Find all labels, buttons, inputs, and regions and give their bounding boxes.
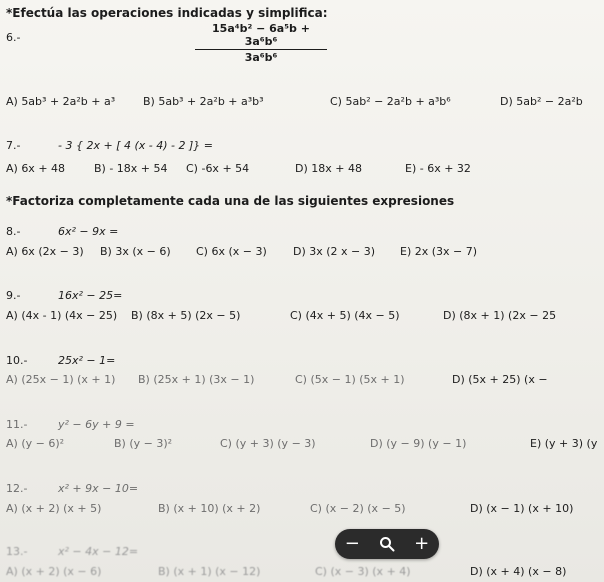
question-number: 11.- xyxy=(6,418,28,431)
question-expression: 25x² − 1= xyxy=(58,354,116,367)
answer-option: D) (x + 4) (x − 8) xyxy=(470,565,567,578)
question-expression: 16x² − 25= xyxy=(58,289,123,302)
zoom-out-button[interactable]: − xyxy=(344,533,360,554)
fraction-denominator: 3a⁶b⁶ xyxy=(244,51,278,64)
fraction-expression xyxy=(195,22,327,64)
section-heading-operations: *Efectúa las operaciones indicadas y simplifica: xyxy=(6,6,328,20)
zoom-toolbar xyxy=(335,529,439,559)
answer-option: B) 3x (x − 6) xyxy=(100,245,171,258)
answer-option: D) 18x + 48 xyxy=(295,162,362,175)
answer-option: A) (25x − 1) (x + 1) xyxy=(6,373,116,386)
answer-option: C) (4x + 5) (4x − 5) xyxy=(290,309,400,322)
answer-option: A) (x + 2) (x − 6) xyxy=(6,565,102,578)
answer-option: D) (5x + 25) (x − xyxy=(452,373,548,386)
fraction-numerator: 15a⁴b² − 6a⁵b + 3a⁶b⁶ xyxy=(212,22,310,48)
answer-option: A) (4x - 1) (4x − 25) xyxy=(6,309,118,322)
answer-option: C) (y + 3) (y − 3) xyxy=(220,437,316,450)
question-number: 6.- xyxy=(6,31,21,44)
answer-option: D) (8x + 1) (2x − 25 xyxy=(443,309,557,322)
answer-option: B) (x + 10) (x + 2) xyxy=(158,502,261,515)
question-expression: 6x² − 9x = xyxy=(58,225,119,238)
answer-option: C) (5x − 1) (5x + 1) xyxy=(295,373,405,386)
answer-option: D) (y − 9) (y − 1) xyxy=(370,437,467,450)
answer-option: B) (y − 3)² xyxy=(114,437,173,450)
answer-option: E) (y + 3) (y xyxy=(530,437,598,450)
answer-option: B) - 18x + 54 xyxy=(94,162,168,175)
question-expression: y² − 6y + 9 = xyxy=(58,418,135,431)
answer-option: A) (x + 2) (x + 5) xyxy=(6,502,102,515)
answer-option: A) 6x (2x − 3) xyxy=(6,245,84,258)
question-number: 12.- xyxy=(6,482,28,495)
question-number: 7.- xyxy=(6,139,21,152)
answer-option: B) (25x + 1) (3x − 1) xyxy=(138,373,255,386)
search-icon xyxy=(379,536,395,552)
answer-option: C) (x − 3) (x + 4) xyxy=(315,565,411,578)
answer-option: D) (x − 1) (x + 10) xyxy=(470,502,574,515)
search-button[interactable] xyxy=(374,531,400,557)
answer-option: C) -6x + 54 xyxy=(186,162,250,175)
answer-option: A) (y − 6)² xyxy=(6,437,65,450)
question-number: 8.- xyxy=(6,225,21,238)
answer-option: B) (8x + 5) (2x − 5) xyxy=(131,309,241,322)
answer-option: C) (x − 2) (x − 5) xyxy=(310,502,406,515)
answer-option: B) (x + 1) (x − 12) xyxy=(158,565,261,578)
answer-option: B) 5ab³ + 2a²b + a³b³ xyxy=(143,95,264,108)
question-expression: - 3 { 2x + [ 4 (x - 4) - 2 ]} = xyxy=(58,139,213,152)
question-expression: x² − 4x − 12= xyxy=(58,545,139,558)
answer-option: A) 6x + 48 xyxy=(6,162,66,175)
fraction-bar xyxy=(195,49,327,50)
answer-option: D) 3x (2 x − 3) xyxy=(293,245,376,258)
question-expression: x² + 9x − 10= xyxy=(58,482,139,495)
question-number: 9.- xyxy=(6,289,21,302)
answer-option: E) 2x (3x − 7) xyxy=(400,245,478,258)
answer-option: C) 6x (x − 3) xyxy=(196,245,267,258)
answer-option: D) 5ab² − 2a²b xyxy=(500,95,583,108)
question-number: 10.- xyxy=(6,354,28,367)
answer-option: A) 5ab³ + 2a²b + a³ xyxy=(6,95,116,108)
zoom-in-button[interactable]: + xyxy=(414,533,430,554)
question-number: 13.- xyxy=(6,545,28,558)
answer-option: E) - 6x + 32 xyxy=(405,162,471,175)
section-heading-factorize: *Factoriza completamente cada una de las siguientes expresiones xyxy=(6,194,455,208)
answer-option: C) 5ab² − 2a²b + a³b⁶ xyxy=(330,95,451,108)
